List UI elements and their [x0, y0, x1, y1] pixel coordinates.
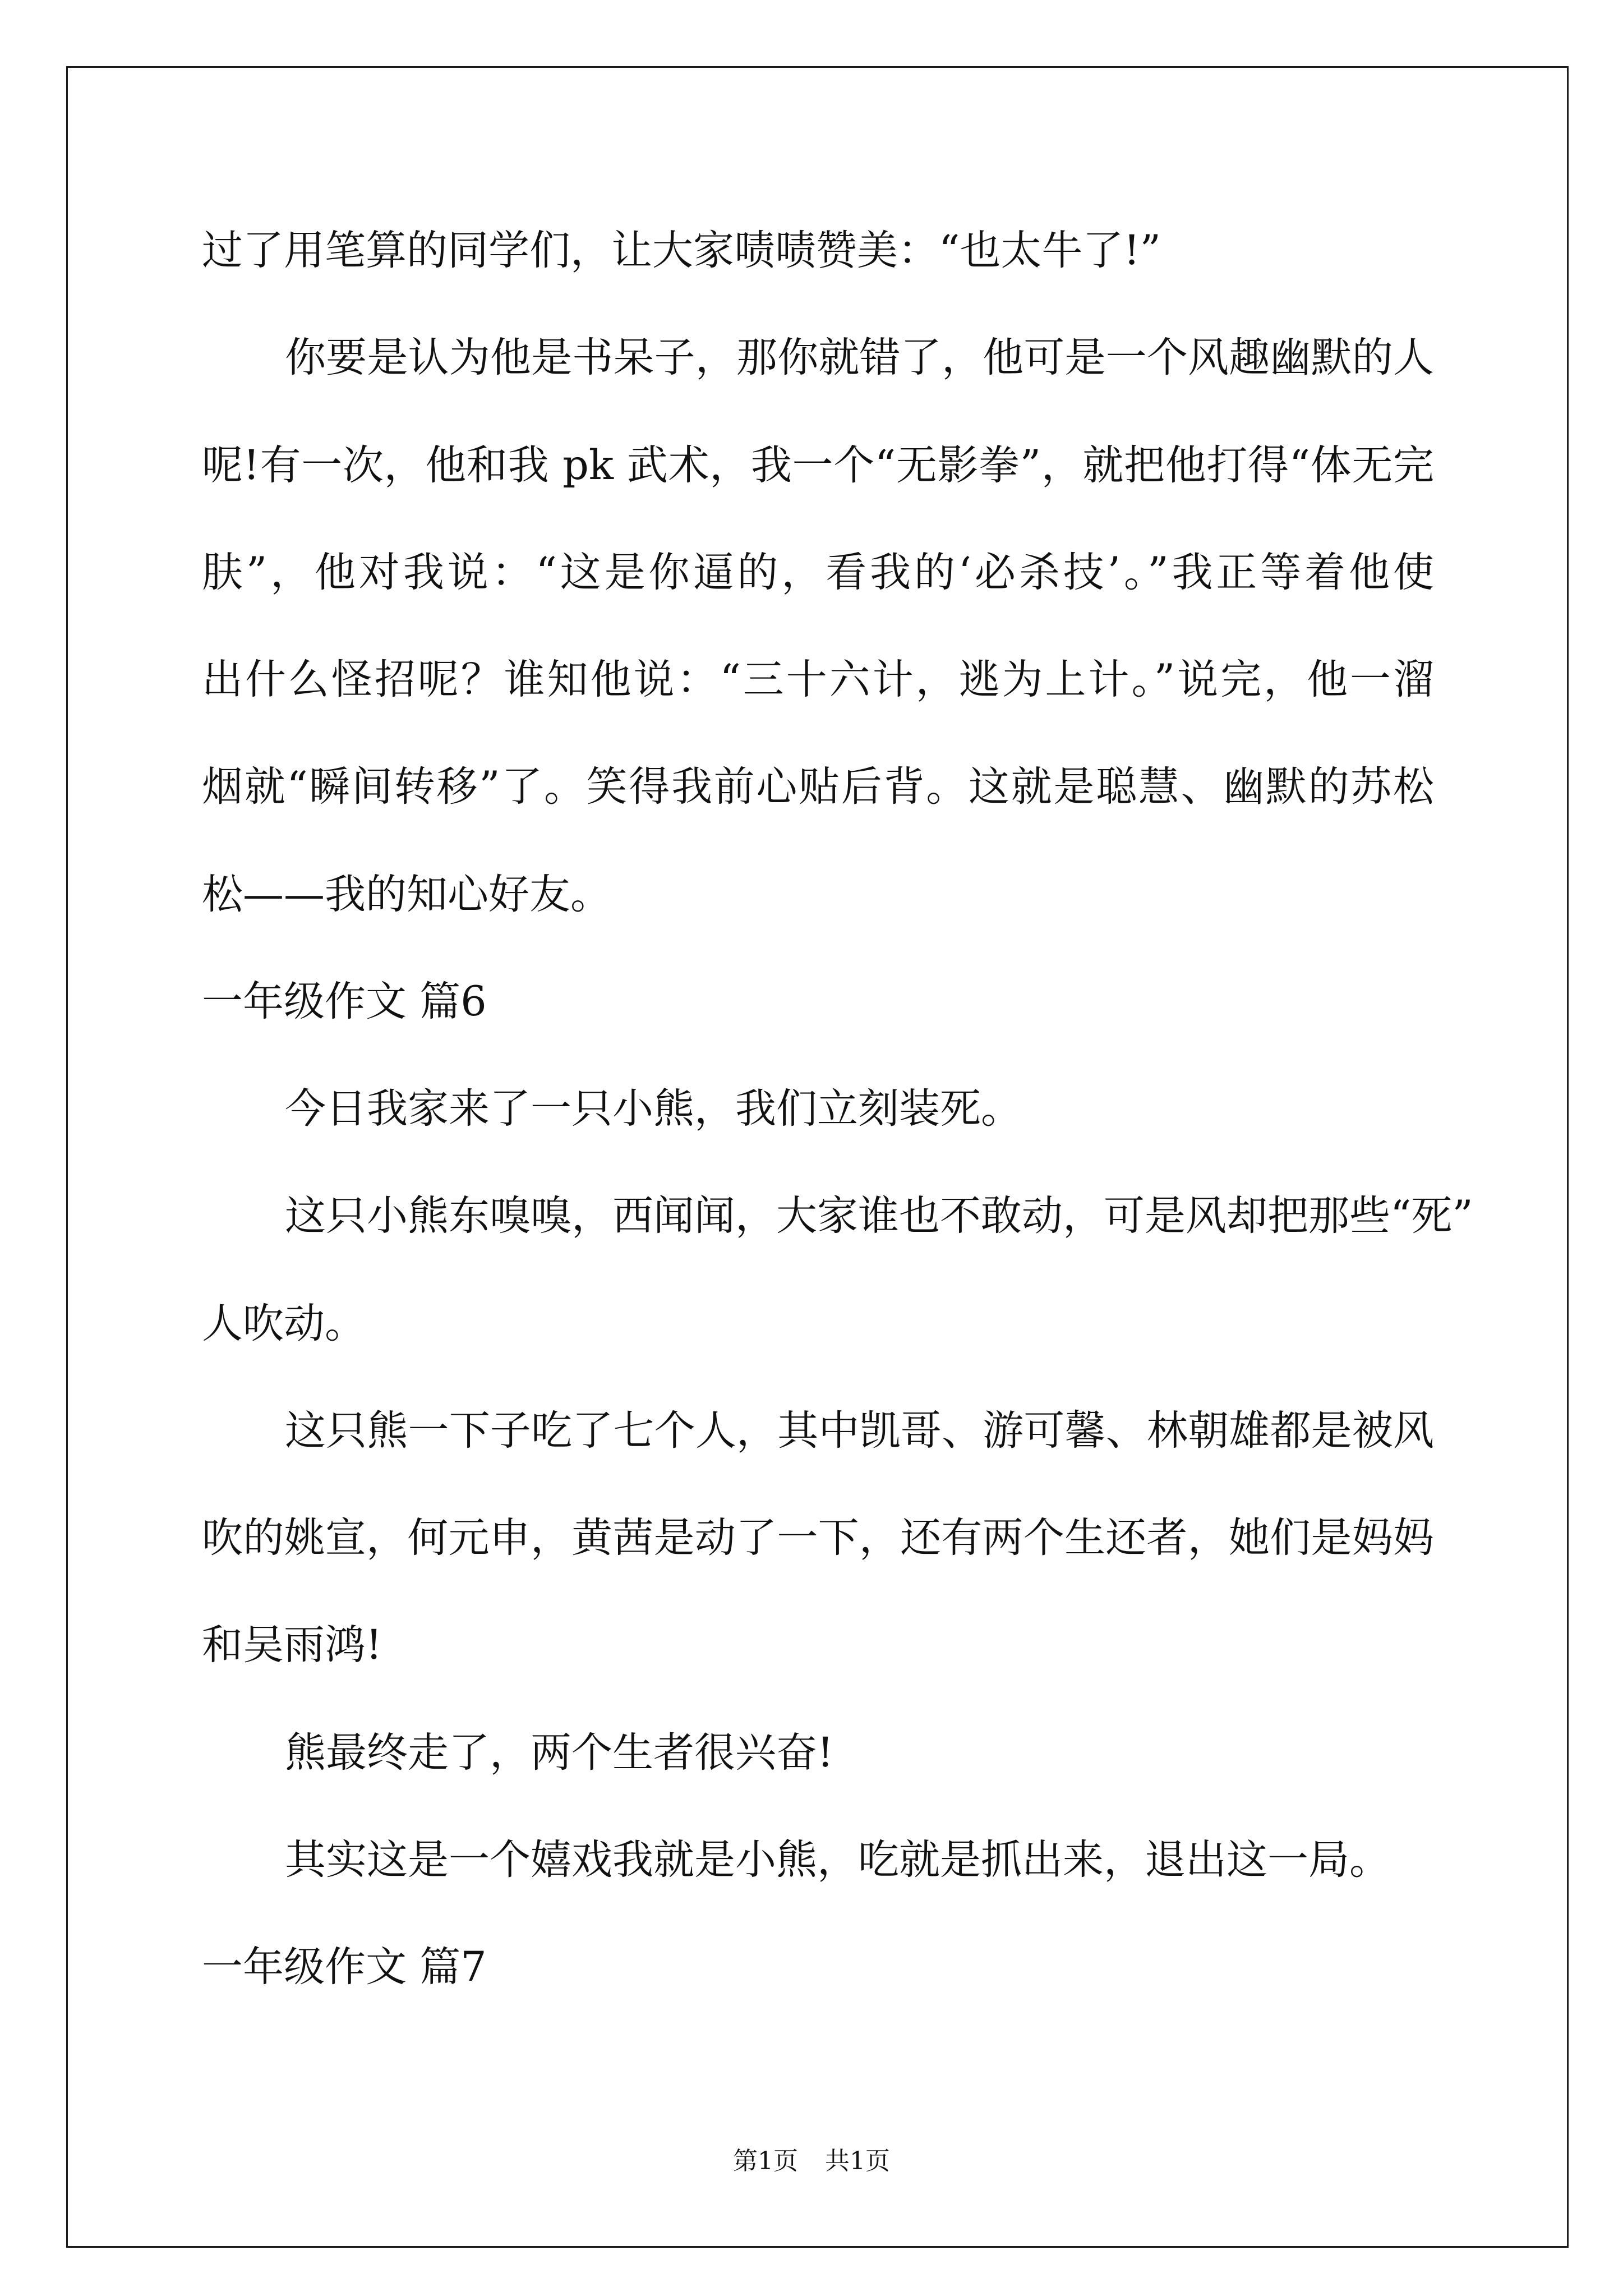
- text-line: 其实这是一个嬉戏我就是小熊，吃就是抓出来，退出这一局。: [285, 1835, 1390, 1884]
- current-page-indicator: 第1页: [733, 2147, 798, 2175]
- text-line: 人吹动。: [202, 1299, 366, 1347]
- total-pages-indicator: 共1页: [825, 2147, 890, 2175]
- text-line: 松——我的知心好友。: [202, 870, 611, 918]
- text-line: 你要是认为他是书呆子，那你就错了，他可是一个风趣幽默的人: [285, 334, 1434, 382]
- paragraph: [202, 1699, 1434, 1806]
- text-line: 肤”，他对我说：“这是你逼的，看我的‘必杀技’。”我正等着他使: [202, 548, 1434, 596]
- paragraph: [202, 304, 1434, 948]
- text-line: 出什么怪招呢？谁知他说：“三十六计，逃为上计。”说完，他一溜: [202, 656, 1434, 703]
- text-line: 熊最终走了，两个生者很兴奋!: [285, 1728, 834, 1777]
- section-heading: 一年级作文 篇6: [202, 977, 487, 1025]
- text-line: 过了用笔算的同学们，让大家啧啧赞美：“也太牛了!”: [202, 227, 1161, 274]
- document-body: [202, 197, 1473, 2021]
- text-line: 呢!有一次，他和我 pk 武术，我一个“无影拳”，就把他打得“体无完: [202, 441, 1434, 489]
- text-line: 这只熊一下子吃了七个人，其中凯哥、游可馨、林朝雄都是被风: [285, 1406, 1434, 1455]
- text-line: 今日我家来了一只小熊，我们立刻装死。: [285, 1085, 1022, 1133]
- section-heading: 一年级作文 篇7: [202, 1943, 487, 1991]
- paragraph: [202, 1055, 1434, 1162]
- page-footer: [0, 2146, 1623, 2177]
- paragraph: [202, 1806, 1434, 1913]
- text-line: 和吴雨鸿!: [202, 1621, 382, 1669]
- text-line: 烟就“瞬间转移”了。笑得我前心贴后背。这就是聪慧、幽默的苏松: [202, 763, 1434, 811]
- text-line: 吹的姚宣，何元申，黄茜是动了一下，还有两个生还者，她们是妈妈: [202, 1514, 1434, 1562]
- paragraph: [202, 1377, 1434, 1699]
- paragraph: [202, 1162, 1473, 1377]
- text-line: 这只小熊东嗅嗅，西闻闻，大家谁也不敢动，可是风却把那些“死”: [285, 1192, 1473, 1240]
- paragraph: [202, 197, 1434, 304]
